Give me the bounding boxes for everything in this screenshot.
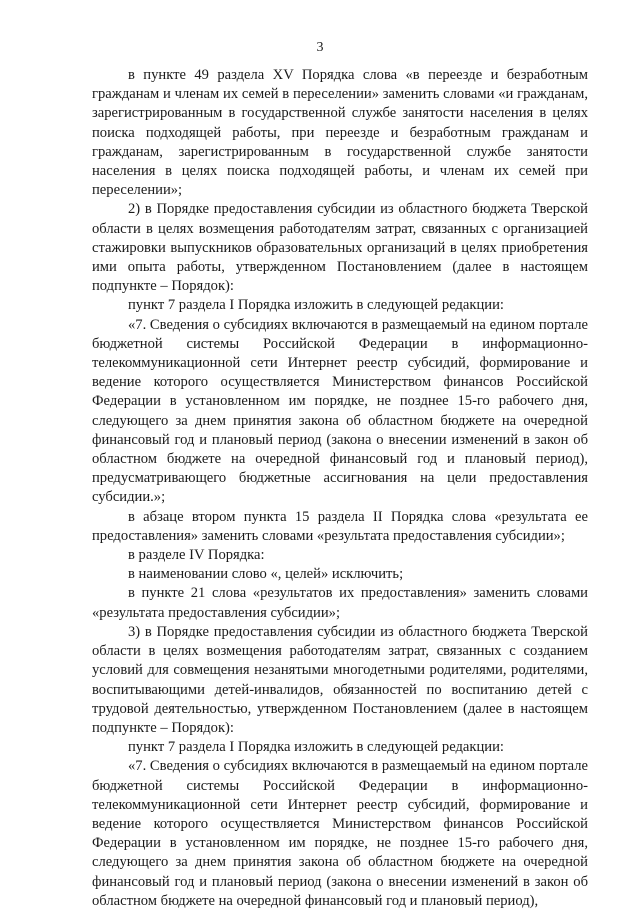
paragraph: пункт 7 раздела I Порядка изложить в следующей редакции: bbox=[128, 297, 504, 314]
paragraph: 2) в Порядке предоставления субсидии из областного бюджета Тверской области в целях возмещения работодателям затрат, связанных с организацией стажировки выпускников образовательных организаций в целях приобретения ими опыта работы, утвержденном Постановлением (далее в настоящем подпункте – Порядок): bbox=[92, 201, 588, 295]
paragraph: в пункте 49 раздела XV Порядка слова «в переезде и безработным гражданам и членам их семей в переселении» заменить словами «и гражданам, зарегистрированным в государственной службе занятости населения в целях поиска подходящей работы, при переезде и безработным гражданам и гражданам, зарегистрированным в государственной службе занятости населения в целях поиска подходящей работы, и членам их семей при переселении»; bbox=[92, 67, 588, 199]
paragraph: 3) в Порядке предоставления субсидии из областного бюджета Тверской области в целях возмещения работодателям затрат, связанных с созданием условий для совмещения незанятыми многодетными родителями, родителями, воспитывающими детей-инвалидов, обязанностей по воспитанию детей с трудовой деятельностью, утвержденном Постановлением (далее в настоящем подпункте – Порядок): bbox=[92, 623, 588, 736]
page-number: 3 bbox=[316, 40, 324, 55]
paragraph: «7. Сведения о субсидиях включаются в размещаемый на едином портале бюджетной системы Российской Федерации в информационно-телекоммуникационной сети Интернет реестр субсидий, формирование и ведение которого осуществляется Министерством финансов Российской Федерации в установленном им порядке, не позднее 15-го рабочего дня, следующего за днем принятия закона об областном бюджете на очередной финансовый год и плановый период (закона о внесении изменений в закон об областном бюджете на очередной финансовый год и плановый период), bbox=[92, 758, 588, 909]
paragraph: в пункте 21 слова «результатов их предоставления» заменить словами «результата предоставления субсидии»; bbox=[92, 585, 588, 621]
paragraph: в разделе IV Порядка: bbox=[128, 547, 265, 564]
paragraph: в наименовании слово «, целей» исключить; bbox=[128, 566, 404, 583]
paragraph: в абзаце втором пункта 15 раздела II Порядка слова «результата ее предоставления» заменить словами «результата предоставления субсидии»; bbox=[92, 508, 588, 544]
paragraph: пункт 7 раздела I Порядка изложить в следующей редакции: bbox=[128, 739, 504, 756]
document-body bbox=[92, 66, 588, 911]
paragraph: «7. Сведения о субсидиях включаются в размещаемый на едином портале бюджетной системы Российской Федерации в информационно-телекоммуникационной сети Интернет реестр субсидий, формирование и ведение которого осуществляется Министерством финансов Российской Федерации в установленном им порядке, не позднее 15-го рабочего дня, следующего за днем принятия закона об областном бюджете на очередной финансовый год и плановый период (закона о внесении изменений в закон об областном бюджете на очередной финансовый год и плановый период), предусматривающего бюджетные ассигнования на цели предоставления субсидии.»; bbox=[92, 316, 588, 506]
